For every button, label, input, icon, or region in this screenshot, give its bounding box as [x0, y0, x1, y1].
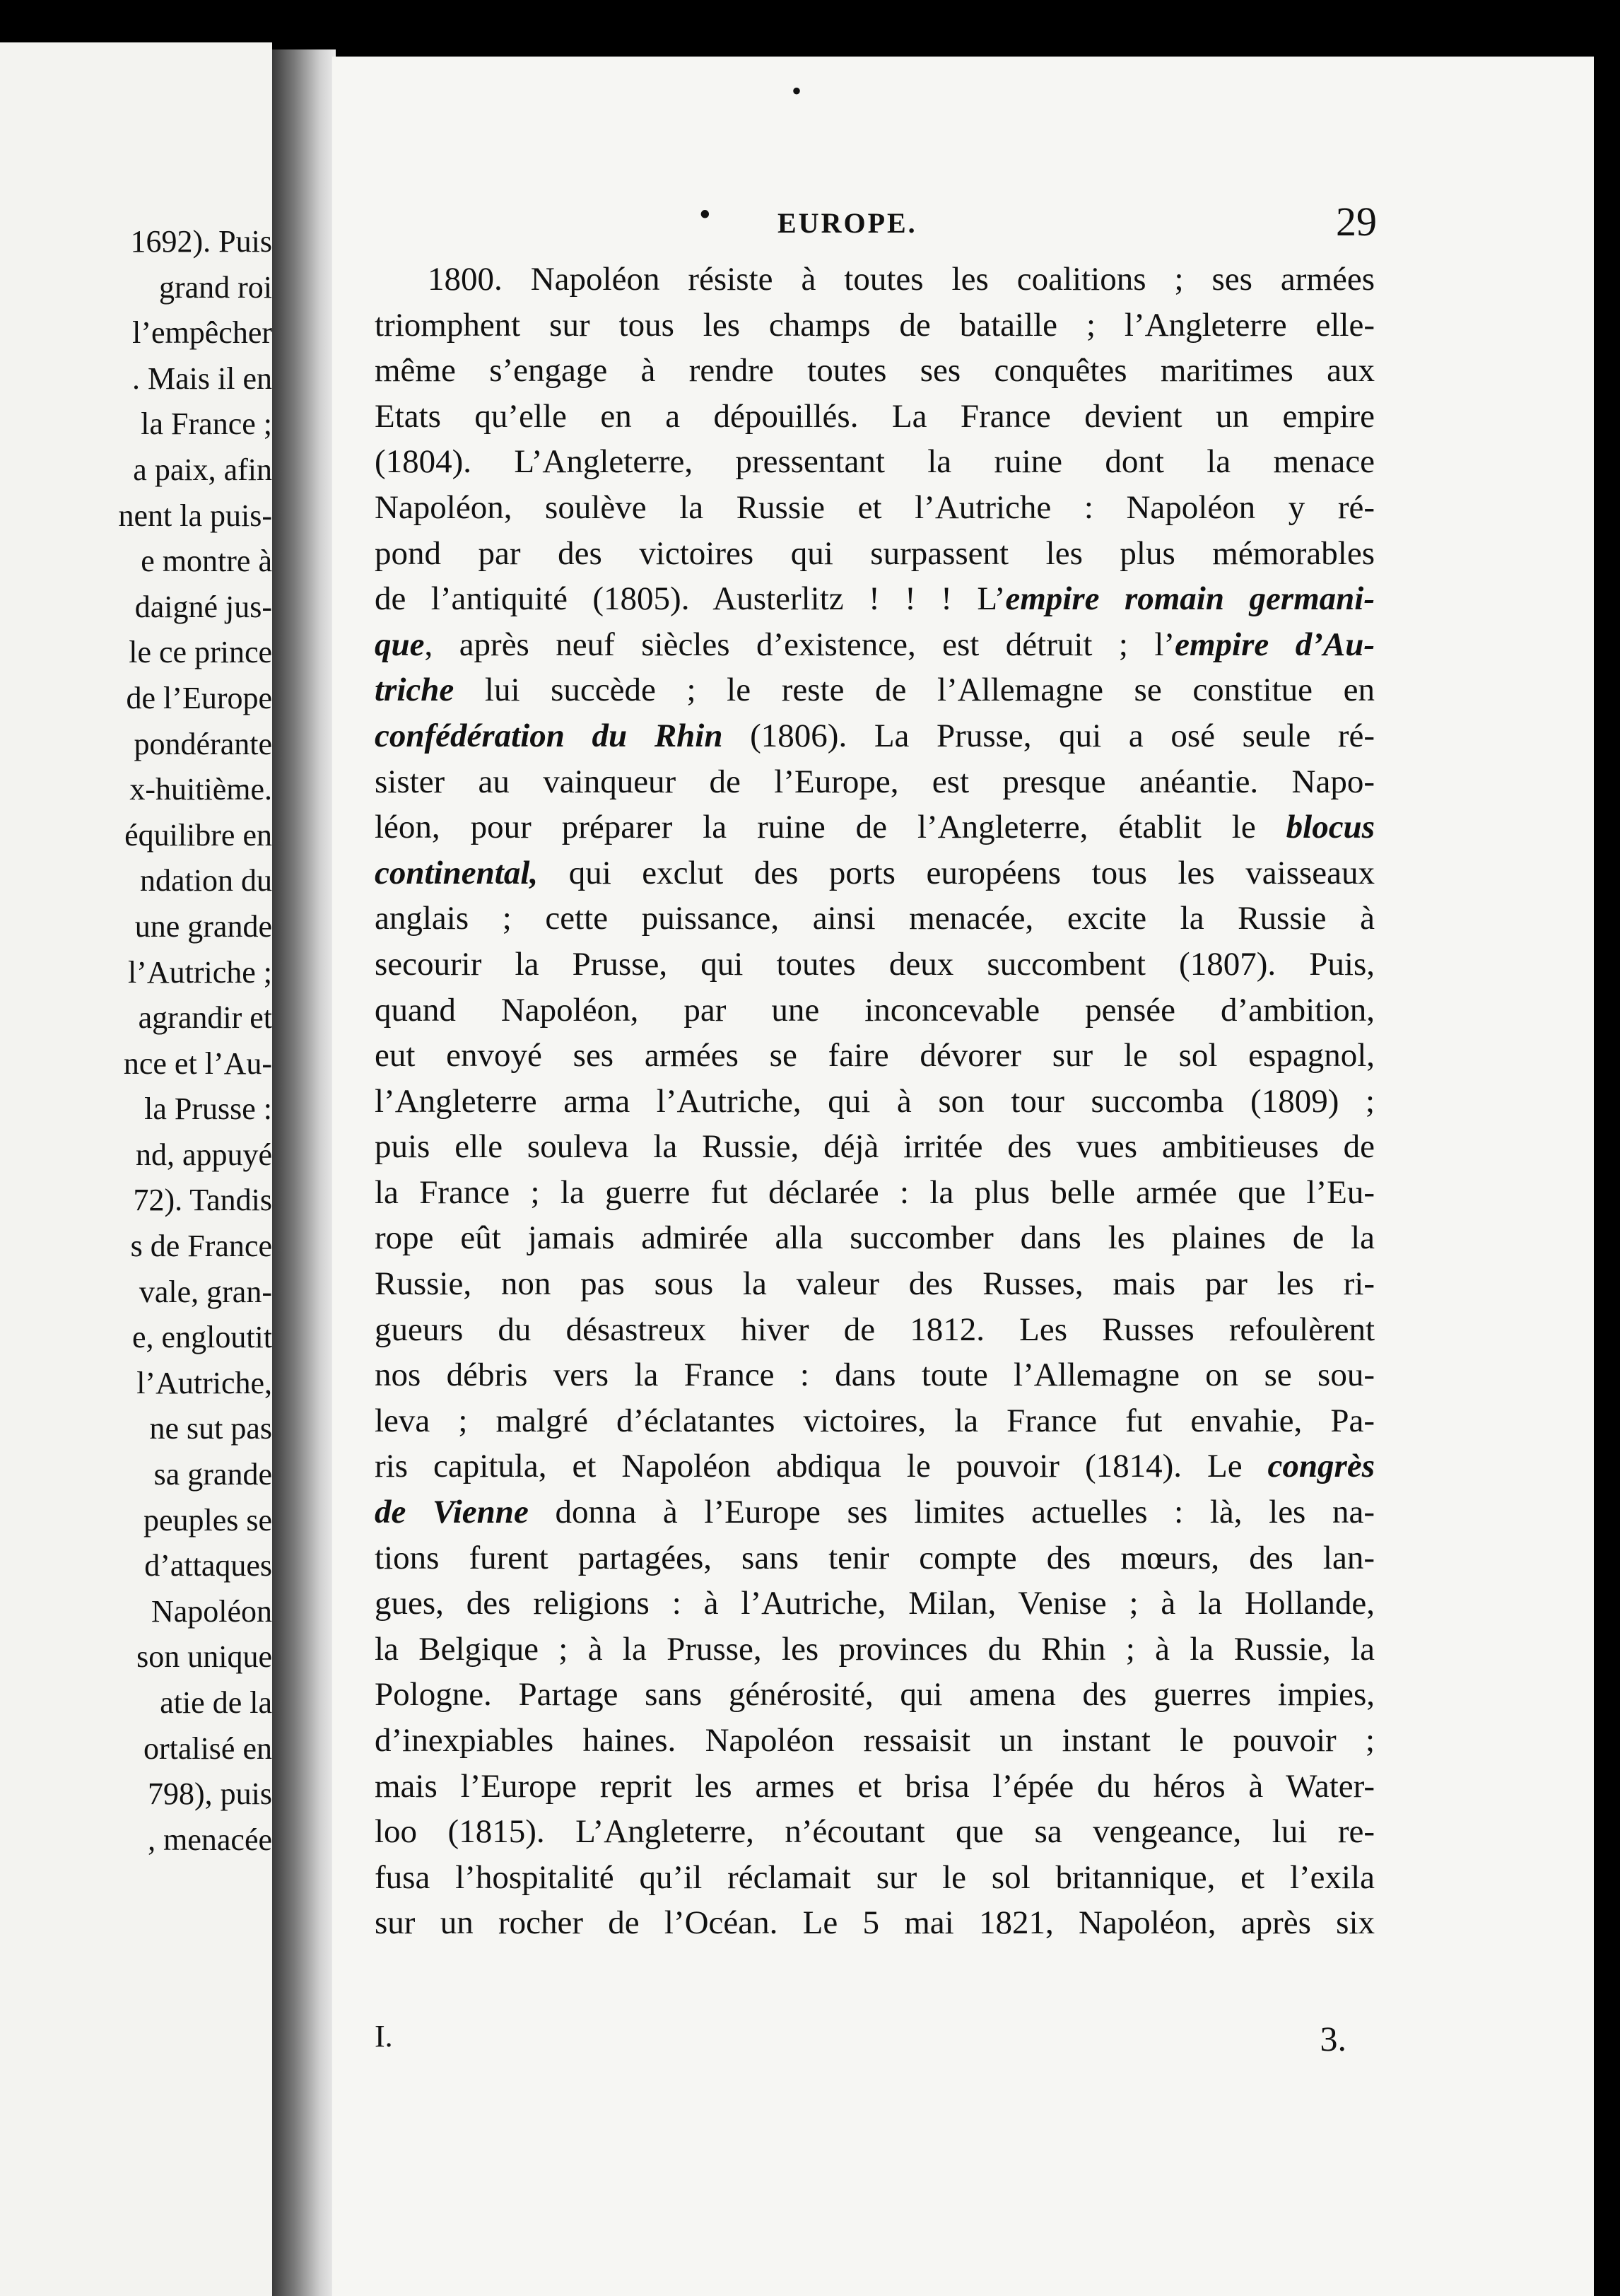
text-line: [375, 804, 1375, 850]
text-line: [375, 1672, 1375, 1718]
text-line: [375, 1261, 1375, 1307]
text-line: [375, 622, 1375, 668]
text-segment: gues, des religions : à l’Autriche, Milan, Venise ; à la Hollande,: [375, 1585, 1375, 1622]
text-segment: de l’antiquité (1805). Austerlitz ! ! ! L’: [375, 580, 1006, 618]
head-mark: •: [700, 199, 710, 231]
text-segment: d’inexpiables haines. Napoléon ressaisit un instant le pouvoir ;: [375, 1722, 1375, 1759]
left-page-line: daigné jus-: [134, 589, 272, 624]
italic-term: que: [375, 626, 425, 663]
text-segment: , après neuf siècles d’existence, est détruit ; l’: [424, 626, 1175, 663]
italic-term: confédération du Rhin: [375, 717, 723, 754]
left-page-line: l’Autriche ;: [127, 954, 272, 990]
left-page-line: son unique: [136, 1639, 272, 1675]
text-segment: leva ; malgré d’éclatantes victoires, la France fut envahie, Pa-: [375, 1402, 1375, 1439]
top-mark: •: [792, 75, 802, 107]
text-segment: lui succède ; le reste de l’Allemagne se constitue en: [454, 672, 1375, 709]
left-page-line: d’attaques: [144, 1548, 272, 1583]
text-line: [375, 1398, 1375, 1444]
left-page-line: ne sut pas: [149, 1411, 272, 1446]
text-segment: léon, pour préparer la ruine de l’Angleterre, établit le: [375, 809, 1286, 846]
italic-term: blocus: [1286, 809, 1375, 846]
text-segment: qui exclut des ports européens tous les vaisseaux: [538, 854, 1375, 891]
text-line: [375, 531, 1375, 577]
text-line: [375, 1855, 1375, 1901]
text-segment: nos débris vers la France : dans toute l’Allemagne on se sou-: [375, 1357, 1375, 1394]
page-footer: [375, 2018, 1375, 2075]
text-segment: Pologne. Partage sans générosité, qui amena des guerres impies,: [375, 1676, 1375, 1714]
italic-term: triche: [375, 672, 454, 709]
text-line: [375, 303, 1375, 348]
right-page: [332, 57, 1594, 2296]
text-segment: la Belgique ; à la Prusse, les provinces du Rhin ; à la Russie, la: [375, 1630, 1375, 1668]
text-segment: fusa l’hospitalité qu’il réclamait sur le sol britannique, et l’exila: [375, 1858, 1375, 1896]
left-page-line: e, engloutit: [132, 1320, 272, 1355]
left-page-line: la France ;: [141, 406, 272, 442]
text-line: [375, 1809, 1375, 1855]
left-page-line: Napoléon: [151, 1593, 272, 1629]
text-line: [375, 850, 1375, 896]
left-page-line: . Mais il en: [132, 361, 272, 396]
text-line: [375, 1718, 1375, 1764]
text-segment: secourir la Prusse, qui toutes deux succombent (1807). Puis,: [375, 945, 1375, 983]
text-segment: la France ; la guerre fut déclarée : la plus belle armée que l’Eu-: [375, 1173, 1375, 1211]
page-number: 29: [1336, 199, 1377, 245]
text-line: [375, 1307, 1375, 1353]
text-line: [375, 257, 1375, 303]
text-line: [375, 1124, 1375, 1170]
left-page-line: une grande: [134, 908, 272, 944]
left-page-line: 72). Tandis: [133, 1183, 272, 1218]
italic-term: empire d’Au-: [1175, 626, 1375, 663]
text-segment: triomphent sur tous les champs de bataille ; l’Angleterre elle-: [375, 306, 1375, 344]
text-segment: (1804). L’Angleterre, pressentant la ruine dont la menace: [375, 443, 1375, 481]
italic-term: continental,: [375, 854, 539, 891]
text-line: [375, 1764, 1375, 1810]
body-text: [375, 257, 1375, 1946]
text-segment: loo (1815). L’Angleterre, n’écoutant que sa vengeance, lui re-: [375, 1813, 1375, 1851]
text-segment: tions furent partagées, sans tenir compte des mœurs, des lan-: [375, 1539, 1375, 1576]
left-page-line: pondérante: [134, 726, 272, 761]
left-page-line: a paix, afin: [133, 452, 272, 487]
text-line: [375, 1489, 1375, 1535]
left-page-line: nent la puis-: [118, 498, 272, 533]
text-segment: l’Angleterre arma l’Autriche, qui à son tour succomba (1809) ;: [375, 1082, 1375, 1120]
text-segment: quand Napoléon, par une inconcevable pensée d’ambition,: [375, 991, 1375, 1029]
text-line: [375, 1352, 1375, 1398]
text-line: [375, 1627, 1375, 1673]
text-segment: ris capitula, et Napoléon abdiqua le pouvoir (1814). Le: [375, 1448, 1268, 1485]
text-line: [375, 1033, 1375, 1079]
left-page-line: l’empêcher: [132, 315, 272, 351]
text-line: [375, 439, 1375, 485]
text-segment: même s’engage à rendre toutes ses conquêtes maritimes aux: [375, 352, 1375, 390]
text-segment: anglais ; cette puissance, ainsi menacée, excite la Russie à: [375, 900, 1375, 937]
running-head-title: EUROPE.: [777, 207, 917, 239]
text-segment: sur un rocher de l’Océan. Le 5 mai 1821, Napoléon, après six: [375, 1904, 1375, 1942]
left-page-line: sa grande: [153, 1457, 272, 1492]
text-segment: donna à l’Europe ses limites actuelles : là, les na-: [528, 1494, 1375, 1531]
text-line: [375, 1900, 1375, 1946]
text-line: [375, 713, 1375, 759]
left-page-line: atie de la: [160, 1685, 272, 1720]
text-segment: pond par des victoires qui surpassent les plus mémorables: [375, 534, 1375, 572]
text-line: [375, 1443, 1375, 1489]
text-segment: eut envoyé ses armées se faire dévorer sur le sol espagnol,: [375, 1037, 1375, 1074]
left-page-line: 798), puis: [148, 1776, 272, 1812]
text-line: [375, 485, 1375, 531]
left-facing-page: [0, 42, 272, 2296]
italic-term: de Vienne: [375, 1494, 529, 1531]
signature-mark-left: I.: [375, 2019, 393, 2054]
left-page-line: de l’Europe: [126, 680, 272, 715]
text-segment: Russie, non pas sous la valeur des Russes, mais par les ri-: [375, 1265, 1375, 1303]
left-page-line: vale, gran-: [139, 1274, 272, 1309]
text-line: [375, 759, 1375, 805]
left-page-line: peuples se: [143, 1502, 272, 1538]
text-segment: 1800. Napoléon résiste à toutes les coalitions ; ses armées: [428, 261, 1375, 298]
left-page-line: la Prusse :: [144, 1091, 272, 1127]
book-gutter-shadow: [272, 49, 336, 2296]
left-page-line: ndation du: [140, 863, 272, 898]
left-page-line: agrandir et: [138, 1000, 272, 1036]
text-segment: Etats qu’elle en a dépouillés. La France devient un empire: [375, 397, 1375, 435]
text-line: [375, 988, 1375, 1033]
left-page-line: nd, appuyé: [135, 1137, 272, 1172]
signature-mark-right: 3.: [1320, 2019, 1346, 2058]
left-page-line: le ce prince: [129, 635, 272, 670]
text-segment: mais l’Europe reprit les armes et brisa l’épée du héros à Water-: [375, 1767, 1375, 1805]
text-line: [375, 1215, 1375, 1261]
left-page-line: x-huitième.: [129, 772, 272, 807]
italic-term: empire romain germani-: [1005, 580, 1375, 618]
text-line: [375, 896, 1375, 942]
text-segment: sister au vainqueur de l’Europe, est presque anéantie. Napo-: [375, 763, 1375, 800]
left-page-line: grand roi: [158, 269, 272, 305]
left-page-line: s de France: [130, 1229, 272, 1264]
text-segment: Napoléon, soulève la Russie et l’Autriche : Napoléon y ré-: [375, 488, 1375, 526]
left-page-line: ortalisé en: [143, 1730, 272, 1766]
left-page-text: [4, 219, 272, 1863]
left-page-line: l’Autriche,: [136, 1365, 272, 1400]
text-line: [375, 667, 1375, 713]
text-line: [375, 942, 1375, 988]
text-line: [375, 1079, 1375, 1125]
text-line: [375, 348, 1375, 394]
text-segment: (1806). La Prusse, qui a osé seule ré-: [722, 717, 1375, 754]
left-page-line: 1692). Puis: [130, 224, 272, 259]
text-line: [375, 1535, 1375, 1581]
text-line: [375, 394, 1375, 440]
text-segment: gueurs du désastreux hiver de 1812. Les Russes refoulèrent: [375, 1311, 1375, 1348]
left-page-line: , menacée: [148, 1822, 272, 1857]
text-line: [375, 1581, 1375, 1627]
text-segment: puis elle souleva la Russie, déjà irritée des vues ambitieuses de: [375, 1128, 1375, 1166]
text-line: [375, 576, 1375, 622]
left-page-line: équilibre en: [124, 817, 272, 853]
running-head: [332, 198, 1392, 262]
left-page-line: nce et l’Au-: [123, 1046, 272, 1081]
italic-term: congrès: [1267, 1448, 1375, 1485]
text-line: [375, 1170, 1375, 1216]
text-segment: rope eût jamais admirée alla succomber dans les plaines de la: [375, 1219, 1375, 1257]
left-page-line: e montre à: [141, 544, 272, 579]
